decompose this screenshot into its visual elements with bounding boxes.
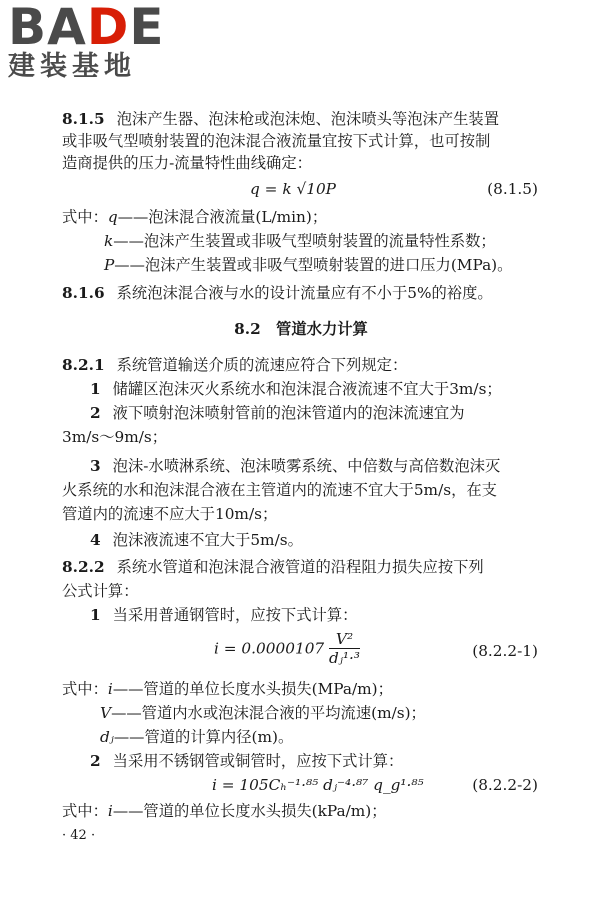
definition-k: k——泡沫产生装置或非吸气型喷射装置的流量特性系数； (104, 232, 496, 250)
clause-8-2-2-item1: 1 当采用普通钢管时，应按下式计算： (90, 606, 358, 624)
clause-8-2-1-item3: 3 泡沫-水喷淋系统、泡沫喷雾系统、中倍数与高倍数泡沫灭 (90, 457, 501, 475)
definition-p: P——泡沫产生装置或非吸气型喷射装置的进口压力(MPa)。 (104, 256, 513, 274)
clause-8-2-2-line1: 8.2.2 系统水管道和泡沫混合液管道的沿程阻力损失应按下列 (62, 558, 484, 576)
formula-8-2-2-1: i = 0.0000107 $\frac{\text{V²}}{\text{dⱼ¹·³}}$ (214, 630, 360, 667)
logo-subtitle: 建装基地 (8, 51, 136, 82)
logo-wordmark: BADE (8, 0, 165, 56)
clause-8-2-2-line2: 公式计算： (62, 582, 139, 600)
bade-logo (8, 2, 164, 82)
clause-8-2-1-item2-cont: 3m/s～9m/s； (62, 428, 168, 446)
definition-i-kpa: 式中：i——管道的单位长度水头损失(kPa/m)； (62, 802, 387, 820)
definition-i-mpa: 式中：i——管道的单位长度水头损失(MPa/m)； (62, 680, 393, 698)
equation-number-8-2-2-1: (8.2.2-1) (472, 642, 538, 660)
clause-8-1-5-line2: 或非吸气型喷射装置的泡沫混合液流量宜按下式计算，也可按制 (62, 132, 491, 150)
definition-q: 式中：q——泡沫混合液流量(L/min)； (62, 208, 328, 226)
formula-8-1-5: q = k √10P (250, 180, 336, 198)
equation-number-8-2-2-2: (8.2.2-2) (472, 776, 538, 794)
clause-8-1-5-line1: 8.1.5 泡沫产生器、泡沫枪或泡沫炮、泡沫喷头等泡沫产生装置 (62, 110, 500, 128)
definition-dj: dⱼ——管道的计算内径(m)。 (100, 728, 294, 746)
clause-8-2-1: 8.2.1 系统管道输送介质的流速应符合下列规定： (62, 356, 408, 374)
clause-8-1-6: 8.1.6 系统泡沫混合液与水的设计流量应有不小于5%的裕度。 (62, 284, 493, 302)
clause-8-2-2-item2: 2 当采用不锈钢管或铜管时，应按下式计算： (90, 752, 404, 770)
clause-8-1-5-line3: 造商提供的压力-流量特性曲线确定： (62, 154, 312, 172)
clause-8-2-1-item3-cont2: 管道内的流速不应大于10m/s； (62, 505, 278, 523)
page-number: · 42 · (62, 828, 96, 843)
section-heading-8-2: 8.2 管道水力计算 (234, 320, 368, 338)
equation-number-8-1-5: (8.1.5) (487, 180, 538, 198)
clause-8-2-1-item3-cont1: 火系统的水和泡沫混合液在主管道内的流速不宜大于5m/s，在支 (62, 481, 497, 499)
definition-v: V——管道内水或泡沫混合液的平均流速(m/s)； (100, 704, 426, 722)
fraction: $\frac{\text{V²}}{\text{dⱼ¹·³}}$ (329, 630, 360, 667)
clause-8-2-1-item4: 4 泡沫液流速不宜大于5m/s。 (90, 531, 303, 549)
formula-8-2-2-2: i = 105Cₕ⁻¹·⁸⁵ dⱼ⁻⁴·⁸⁷ q_g¹·⁸⁵ (212, 776, 424, 794)
clause-8-2-1-item2: 2 液下喷射泡沫喷射管前的泡沫管道内的泡沫流速宜为 (90, 404, 465, 422)
clause-8-2-1-item1: 1 储罐区泡沫灭火系统水和泡沫混合液流速不宜大于3m/s； (90, 380, 502, 398)
